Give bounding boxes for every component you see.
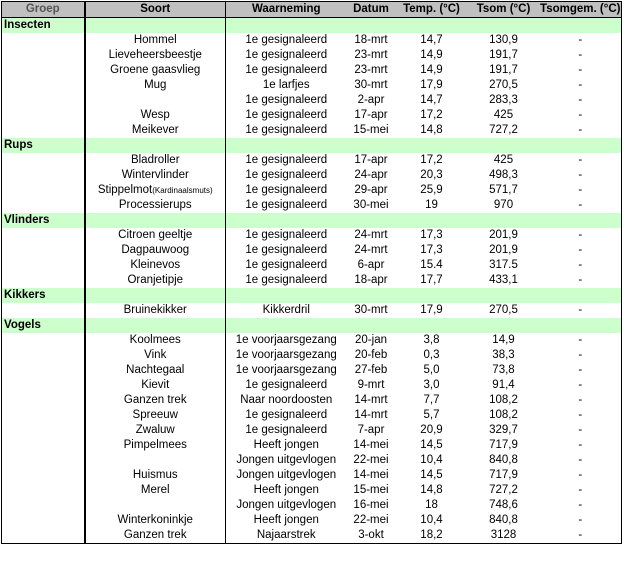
header-temp: Temp. (°C) (396, 2, 468, 18)
temp-cell: 10,4 (420, 454, 443, 466)
group-label: Insecten (2, 18, 85, 34)
soort-cell: Vink (85, 348, 226, 363)
table-row (2, 423, 622, 438)
datum-cell: 20-feb (354, 349, 388, 361)
datum-cell: 20-jan (355, 334, 387, 346)
tsom-cell: 329,7 (489, 424, 518, 436)
soort-cell (85, 183, 226, 198)
table-row (2, 63, 622, 78)
datum-cell: 6-apr (357, 259, 385, 271)
datum-cell: 18-mrt (354, 34, 388, 46)
groep-cell (2, 408, 85, 423)
soort-cell: Koolmees (85, 333, 226, 348)
waarneming-cell: 1e gesignaleerd (245, 169, 328, 181)
temp-cell: 14,8 (420, 124, 443, 136)
temp-cell: 5,7 (423, 409, 440, 421)
datum-cell: 24-mrt (354, 229, 388, 241)
table-row (2, 408, 622, 423)
waarneming-cell: 1e voorjaarsgezang (235, 364, 337, 376)
group-row-cell (468, 288, 540, 303)
groep-cell (2, 198, 85, 213)
tsom-cell: 717,9 (489, 469, 518, 481)
tsom-cell: 14,9 (492, 334, 515, 346)
waarneming-cell: 1e gesignaleerd (245, 49, 328, 61)
temp-cell: 20,3 (420, 169, 443, 181)
datum-cell: 15-mei (353, 484, 389, 496)
table-row (2, 183, 622, 198)
tsom-cell: 91,4 (492, 379, 515, 391)
tsomgem-cell: - (540, 408, 622, 423)
groep-cell (2, 333, 85, 348)
temp-cell: 14,9 (420, 64, 443, 76)
tsomgem-cell: - (540, 228, 622, 243)
group-row-cell (396, 288, 468, 303)
datum-cell: 22-mei (353, 514, 389, 526)
header-groep: Groep (2, 2, 85, 18)
temp-cell: 14,5 (420, 469, 443, 481)
groep-cell (2, 378, 85, 393)
temp-cell: 19 (425, 199, 438, 211)
tsomgem-cell: - (540, 513, 622, 528)
datum-cell: 30-mrt (354, 79, 388, 91)
group-row-cell (347, 318, 396, 333)
table-row (2, 333, 622, 348)
table-row (2, 108, 622, 123)
temp-cell: 14,9 (420, 49, 443, 61)
datum-cell: 18-apr (354, 274, 388, 286)
tsom-cell: 425 (493, 154, 514, 166)
tsomgem-cell: - (540, 273, 622, 288)
table-row (2, 48, 622, 63)
tsom-cell: 201,9 (489, 244, 518, 256)
datum-cell: 14-mei (353, 469, 389, 481)
header-row (2, 2, 622, 18)
waarneming-cell: Heeft jongen (253, 484, 319, 496)
table-row (2, 78, 622, 93)
waarneming-cell: 1e gesignaleerd (245, 154, 328, 166)
tsomgem-cell: - (540, 498, 622, 513)
datum-cell: 3-okt (347, 528, 396, 544)
waarneming-cell: 1e gesignaleerd (245, 259, 328, 271)
group-row-cell (540, 213, 622, 228)
tsomgem-cell: - (540, 468, 622, 483)
groep-cell (2, 153, 85, 168)
groep-cell (2, 63, 85, 78)
group-row-cell (540, 18, 622, 34)
groep-cell (2, 438, 85, 453)
tsom-cell: 498,3 (489, 169, 518, 181)
soort-cell: Zwaluw (85, 423, 226, 438)
group-row-cell (468, 318, 540, 333)
tsom-cell: 748,6 (489, 499, 518, 511)
waarneming-cell: 1e larfjes (262, 79, 310, 91)
waarneming-cell: Jongen uitgevlogen (236, 499, 337, 511)
table-row (2, 258, 622, 273)
tsomgem-cell: - (540, 423, 622, 438)
table-row (2, 483, 622, 498)
group-row-cell (468, 138, 540, 153)
datum-cell: 22-mei (353, 454, 389, 466)
waarneming-cell: Heeft jongen (253, 514, 319, 526)
temp-cell: 3,0 (423, 379, 440, 391)
temp-cell: 14,5 (420, 439, 443, 451)
datum-cell: 17-apr (354, 154, 388, 166)
datum-cell: 17-apr (354, 109, 388, 121)
groep-cell (2, 498, 85, 513)
soort-cell: Ganzen trek (85, 393, 226, 408)
table-row (2, 228, 622, 243)
tsom-cell: 191,7 (489, 49, 518, 61)
tsomgem-cell: - (540, 528, 622, 544)
soort-cell: Meikever (85, 123, 226, 138)
waarneming-cell: 1e gesignaleerd (245, 94, 328, 106)
group-row-kikkers (2, 288, 622, 303)
temp-cell: 17,2 (420, 109, 443, 121)
datum-cell: 14-mrt (354, 394, 388, 406)
group-row-cell (226, 318, 347, 333)
group-row-cell (347, 138, 396, 153)
soort-cell: Kleinevos (85, 258, 226, 273)
soort-cell: Kievit (85, 378, 226, 393)
group-row-cell (85, 288, 226, 303)
group-label: Vlinders (2, 213, 85, 228)
tsom-cell: 840,8 (489, 454, 518, 466)
table-row (2, 303, 622, 318)
soort-cell: Mug (85, 78, 226, 93)
temp-cell: 20,9 (420, 424, 443, 436)
temp-cell: 17,3 (420, 229, 443, 241)
groep-cell (2, 528, 85, 544)
tsom-cell: 73,8 (492, 364, 515, 376)
soort-cell: Citroen geeltje (85, 228, 226, 243)
waarneming-cell: 1e voorjaarsgezang (235, 349, 337, 361)
groep-cell (2, 48, 85, 63)
datum-cell: 16-mei (353, 499, 389, 511)
temp-cell: 0,3 (423, 349, 440, 361)
tsom-cell: 270,5 (489, 304, 518, 316)
soort-cell: Winterkoninkje (85, 513, 226, 528)
soort-cell: Merel (85, 483, 226, 498)
temp-cell: 17,2 (420, 154, 443, 166)
group-row-cell (226, 288, 347, 303)
soort-cell: Spreeuw (85, 408, 226, 423)
tsomgem-cell: - (540, 123, 622, 138)
header-tsom: Tsom (°C) (468, 2, 540, 18)
datum-cell: 30-mei (353, 199, 389, 211)
waarneming-cell: Najaarstrek (226, 528, 347, 544)
group-row-cell (85, 318, 226, 333)
group-label: Rups (2, 138, 85, 153)
group-row-cell (347, 288, 396, 303)
tsomgem-cell: - (540, 168, 622, 183)
soort-cell (85, 498, 226, 513)
datum-cell: 24-apr (354, 169, 388, 181)
soort-cell (85, 453, 226, 468)
temp-cell: 17,7 (420, 274, 443, 286)
table-body (2, 18, 622, 544)
groep-cell (2, 243, 85, 258)
tsomgem-cell: - (540, 393, 622, 408)
table-row (2, 168, 622, 183)
tsom-cell: 3128 (468, 528, 540, 544)
soort-cell (85, 93, 226, 108)
tsom-cell: 108,2 (489, 394, 518, 406)
group-label: Vogels (2, 318, 85, 333)
table-row (2, 153, 622, 168)
temp-cell: 14,7 (420, 34, 443, 46)
group-row-cell (347, 213, 396, 228)
datum-cell: 2-apr (357, 94, 385, 106)
temp-cell: 18 (425, 499, 438, 511)
table-row (2, 33, 622, 48)
tsomgem-cell: - (540, 198, 622, 213)
temp-cell: 3,8 (423, 334, 440, 346)
tsom-cell: 108,2 (489, 409, 518, 421)
tsomgem-cell: - (540, 63, 622, 78)
datum-cell: 14-mrt (354, 409, 388, 421)
tsomgem-cell: - (540, 333, 622, 348)
phenology-table (1, 1, 622, 544)
tsomgem-cell: - (540, 78, 622, 93)
tsomgem-cell: - (540, 33, 622, 48)
waarneming-cell: 1e gesignaleerd (245, 229, 328, 241)
datum-cell: 27-feb (354, 364, 388, 376)
tsomgem-cell: - (540, 48, 622, 63)
tsomgem-cell: - (540, 348, 622, 363)
groep-cell (2, 348, 85, 363)
waarneming-cell: Jongen uitgevlogen (236, 454, 337, 466)
temp-cell: 15.4 (420, 259, 443, 271)
waarneming-cell: 1e gesignaleerd (245, 64, 328, 76)
tsom-cell: 270,5 (489, 79, 518, 91)
tsom-cell: 425 (493, 109, 514, 121)
tsom-cell: 38,3 (492, 349, 515, 361)
soort-subtext: (Kardinaalsmuts) (152, 186, 213, 195)
temp-cell: 5,0 (423, 364, 440, 376)
tsom-cell: 727,2 (489, 484, 518, 496)
group-row-rups (2, 138, 622, 153)
waarneming-cell: 1e gesignaleerd (245, 409, 328, 421)
group-row-cell (85, 138, 226, 153)
groep-cell (2, 78, 85, 93)
groep-cell (2, 363, 85, 378)
groep-cell (2, 483, 85, 498)
group-row-insecten (2, 18, 622, 34)
tsomgem-cell: - (540, 243, 622, 258)
header-waarneming: Waarneming (226, 2, 347, 18)
soort-cell: Nachtegaal (85, 363, 226, 378)
soort-cell: Wintervlinder (85, 168, 226, 183)
table-row (2, 123, 622, 138)
tsom-cell: 717,9 (489, 439, 518, 451)
soort-cell: Huismus (85, 468, 226, 483)
groep-cell (2, 273, 85, 288)
datum-cell: 15-mei (353, 124, 389, 136)
group-row-cell (347, 18, 396, 34)
datum-cell: 29-apr (354, 184, 388, 196)
datum-cell: 7-apr (357, 424, 385, 436)
temp-cell: 10,4 (420, 514, 443, 526)
datum-cell: 24-mrt (354, 244, 388, 256)
tsomgem-cell: - (540, 93, 622, 108)
group-row-cell (396, 318, 468, 333)
groep-cell (2, 123, 85, 138)
soort-text: Stippelmot (97, 184, 153, 196)
groep-cell (2, 168, 85, 183)
group-row-vlinders (2, 213, 622, 228)
waarneming-cell: Kikkerdril (262, 304, 310, 316)
soort-cell: Groene gaasvlieg (85, 63, 226, 78)
tsomgem-cell: - (540, 108, 622, 123)
soort-cell: Bladroller (85, 153, 226, 168)
group-row-vogels (2, 318, 622, 333)
table-row (2, 198, 622, 213)
tsomgem-cell: - (540, 303, 622, 318)
table-row (2, 273, 622, 288)
waarneming-cell: 1e gesignaleerd (245, 34, 328, 46)
table-row (2, 528, 622, 544)
table-row (2, 378, 622, 393)
datum-cell: 9-mrt (357, 379, 385, 391)
temp-cell: 7,7 (423, 394, 440, 406)
waarneming-cell: 1e gesignaleerd (245, 274, 328, 286)
groep-cell (2, 303, 85, 318)
group-row-cell (85, 213, 226, 228)
table-row (2, 363, 622, 378)
header-tsomgem: Tsomgem. (°C) (540, 2, 622, 18)
soort-cell: Bruinekikker (85, 303, 226, 318)
tsom-cell: 130,9 (489, 34, 518, 46)
datum-cell: 30-mrt (354, 304, 388, 316)
waarneming-cell: 1e gesignaleerd (245, 109, 328, 121)
groep-cell (2, 423, 85, 438)
waarneming-cell: 1e gesignaleerd (245, 424, 328, 436)
groep-cell (2, 258, 85, 273)
tsomgem-cell: - (540, 183, 622, 198)
groep-cell (2, 228, 85, 243)
temp-cell: 14,7 (420, 94, 443, 106)
tsomgem-cell: - (540, 453, 622, 468)
group-label: Kikkers (2, 288, 85, 303)
temp-cell: 17,9 (420, 79, 443, 91)
table-row (2, 438, 622, 453)
soort-cell: Ganzen trek (85, 528, 226, 544)
group-row-cell (226, 138, 347, 153)
waarneming-cell: 1e gesignaleerd (245, 379, 328, 391)
tsom-cell: 201,9 (489, 229, 518, 241)
groep-cell (2, 513, 85, 528)
group-row-cell (468, 18, 540, 34)
table-row (2, 348, 622, 363)
groep-cell (2, 453, 85, 468)
groep-cell (2, 393, 85, 408)
table-row (2, 393, 622, 408)
tsom-cell: 970 (493, 199, 514, 211)
tsom-cell: 433,1 (489, 274, 518, 286)
group-row-cell (540, 288, 622, 303)
group-row-cell (226, 18, 347, 34)
tsom-cell: 727,2 (489, 124, 518, 136)
group-row-cell (85, 18, 226, 34)
tsom-cell: 571,7 (489, 184, 518, 196)
tsom-cell: 317.5 (489, 259, 518, 271)
tsomgem-cell: - (540, 378, 622, 393)
waarneming-cell: 1e gesignaleerd (245, 184, 328, 196)
table-row (2, 468, 622, 483)
group-row-cell (396, 138, 468, 153)
soort-cell: Lieveheersbeestje (85, 48, 226, 63)
waarneming-cell: 1e gesignaleerd (245, 244, 328, 256)
waarneming-cell: 1e gesignaleerd (245, 199, 328, 211)
soort-cell: Hommel (85, 33, 226, 48)
header-datum: Datum (347, 2, 396, 18)
waarneming-cell: 1e gesignaleerd (245, 124, 328, 136)
header-soort: Soort (85, 2, 226, 18)
temp-cell: 17,3 (420, 244, 443, 256)
group-row-cell (540, 138, 622, 153)
group-row-cell (396, 213, 468, 228)
group-row-cell (226, 213, 347, 228)
datum-cell: 23-mrt (354, 49, 388, 61)
waarneming-cell: 1e voorjaarsgezang (235, 334, 337, 346)
tsomgem-cell: - (540, 153, 622, 168)
tsomgem-cell: - (540, 258, 622, 273)
soort-cell: Oranjetipje (85, 273, 226, 288)
soort-cell: Processierups (85, 198, 226, 213)
groep-cell (2, 108, 85, 123)
temp-cell: 25,9 (420, 184, 443, 196)
groep-cell (2, 33, 85, 48)
groep-cell (2, 468, 85, 483)
group-row-cell (468, 213, 540, 228)
soort-cell: Pimpelmees (85, 438, 226, 453)
temp-cell: 14,8 (420, 484, 443, 496)
table-row (2, 453, 622, 468)
soort-cell: Wesp (85, 108, 226, 123)
tsom-cell: 191,7 (489, 64, 518, 76)
waarneming-cell: Naar noordoosten (240, 394, 333, 406)
soort-cell: Dagpauwoog (85, 243, 226, 258)
tsomgem-cell: - (540, 363, 622, 378)
tsomgem-cell: - (540, 483, 622, 498)
temp-cell: 18,2 (396, 528, 468, 544)
table-row (2, 498, 622, 513)
table-row (2, 93, 622, 108)
group-row-cell (396, 18, 468, 34)
tsomgem-cell: - (540, 438, 622, 453)
table-row (2, 513, 622, 528)
temp-cell: 17,9 (420, 304, 443, 316)
waarneming-cell: Heeft jongen (253, 439, 319, 451)
datum-cell: 23-mrt (354, 64, 388, 76)
tsom-cell: 283,3 (489, 94, 518, 106)
table-row (2, 243, 622, 258)
groep-cell (2, 93, 85, 108)
group-row-cell (540, 318, 622, 333)
groep-cell (2, 183, 85, 198)
tsom-cell: 840,8 (489, 514, 518, 526)
datum-cell: 14-mei (353, 439, 389, 451)
waarneming-cell: Jongen uitgevlogen (236, 469, 337, 481)
